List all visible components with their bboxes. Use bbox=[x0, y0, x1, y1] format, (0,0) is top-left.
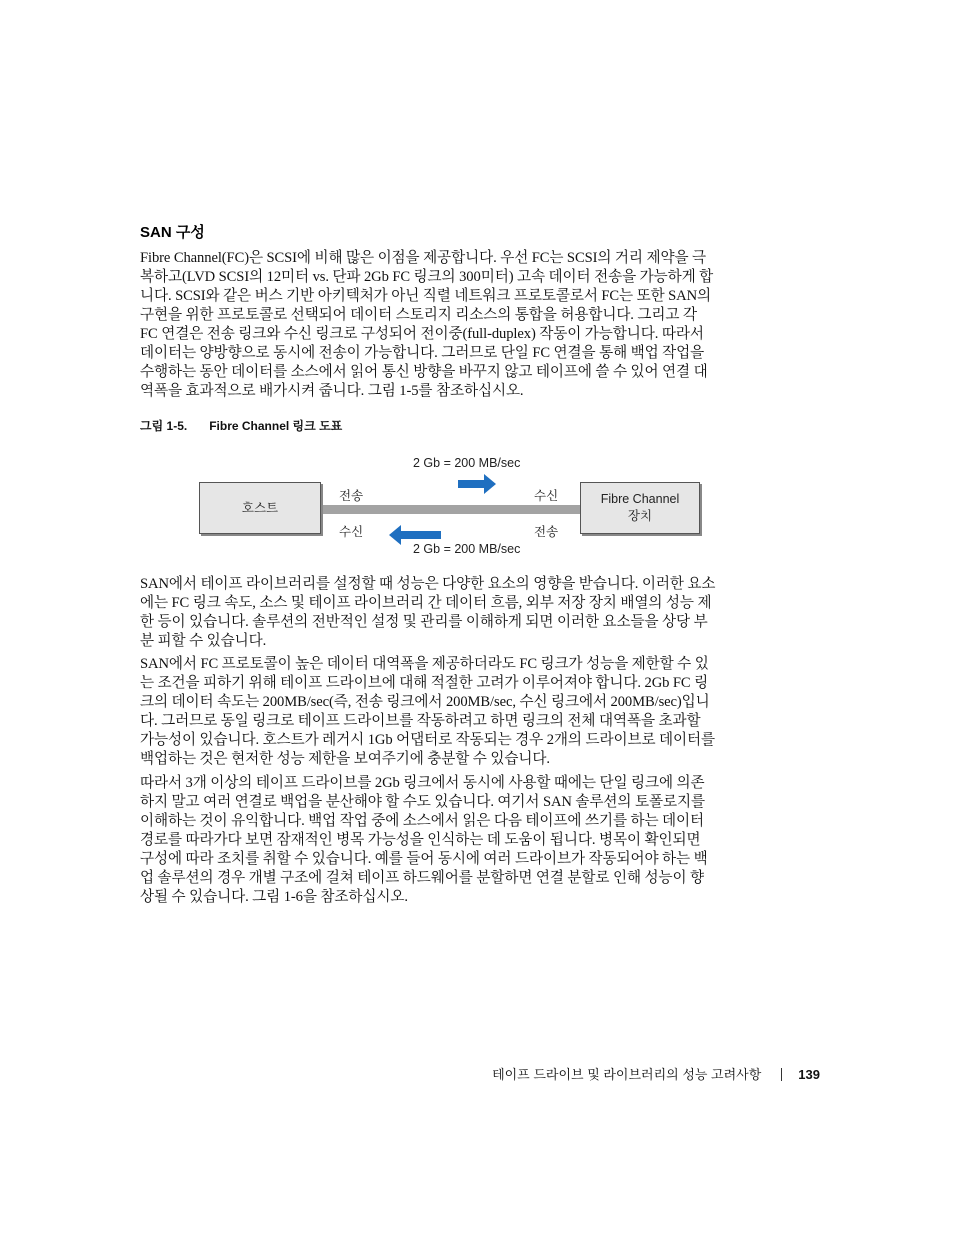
text-line: SAN에서 FC 프로토콜이 높은 데이터 대역폭을 제공하더라도 FC 링크가 성능을 제한할 수 있 bbox=[140, 656, 709, 672]
figure-number: 그림 1-5. bbox=[140, 419, 188, 433]
paragraph-multiple-drives bbox=[140, 774, 758, 907]
footer-chapter-title: 테이프 드라이브 및 라이브러리의 성능 고려사항 bbox=[492, 1067, 762, 1082]
paragraph-fibre-channel-intro bbox=[140, 249, 758, 401]
host-box bbox=[199, 482, 321, 534]
text-line: Fibre Channel(FC)은 SCSI에 비해 많은 이점을 제공합니다. 우선 FC는 SCSI의 거리 제약을 극 bbox=[140, 250, 706, 266]
text-line: 업 솔루션의 경우 개별 구조에 걸쳐 테이프 하드웨어를 분할하면 연결 분할로 인해 성능이 향 bbox=[140, 870, 705, 886]
text-line: 복하고(LVD SCSI의 12미터 vs. 단파 2Gb FC 링크의 300미터) 고속 데이터 전송을 가능하게 합 bbox=[140, 269, 714, 285]
figure-title: Fibre Channel 링크 도표 bbox=[209, 419, 343, 433]
transmit-rate-label: 2 Gb = 200 MB/sec bbox=[413, 456, 521, 470]
text-line: SAN에서 테이프 라이브러리를 설정할 때 성능은 다양한 요소의 영향을 받습니다. 이러한 요소 bbox=[140, 576, 716, 592]
text-line: 한 등이 있습니다. 솔루션의 전반적인 설정 및 관리를 이해하게 되면 이러한 요소들을 상당 부 bbox=[140, 614, 708, 630]
text-line: 하지 말고 여러 연결로 백업을 분산해야 할 수도 있습니다. 여기서 SAN 솔루션의 토폴로지를 bbox=[140, 794, 705, 810]
right-arrow-icon bbox=[458, 474, 496, 494]
page-footer bbox=[492, 1064, 820, 1083]
text-line: 구성에 따라 조치를 취할 수 있습니다. 예를 들어 동시에 여러 드라이브가 작동되어야 하는 백 bbox=[140, 851, 708, 867]
text-line: 따라서 3개 이상의 테이프 드라이브를 2Gb 링크에서 동시에 사용할 때에는 단일 링크에 의존 bbox=[140, 775, 705, 791]
text-line: 상될 수 있습니다. 그림 1-6을 참조하십시오. bbox=[140, 889, 408, 905]
link-line bbox=[323, 505, 580, 514]
device-receive-label: 수신 bbox=[534, 489, 559, 503]
text-line: 데이터는 양방향으로 동시에 전송이 가능합니다. 그러므로 단일 FC 연결을 통해 백업 작업을 bbox=[140, 345, 705, 361]
host-transmit-label: 전송 bbox=[339, 489, 364, 503]
host-label: 호스트 bbox=[241, 500, 279, 515]
receive-rate-label: 2 Gb = 200 MB/sec bbox=[413, 542, 521, 556]
text-line: 역폭을 효과적으로 배가시켜 줍니다. 그림 1-5를 참조하십시오. bbox=[140, 383, 524, 399]
text-line: 백업하는 것은 현저한 성능 제한을 보여주기에 충분할 수 있습니다. bbox=[140, 751, 550, 767]
fibre-channel-link-diagram bbox=[196, 452, 706, 560]
text-line: 는 조건을 피하기 위해 테이프 드라이브에 대해 적절한 고려가 이루어져야 합니다. 2Gb FC 링 bbox=[140, 675, 709, 691]
figure-caption bbox=[140, 417, 342, 434]
text-line: 구현을 위한 프로토콜로 선택되어 데이터 스토리지 리소스의 통합을 허용합니다. 그리고 각 bbox=[140, 307, 697, 323]
text-line: 크의 데이터 속도는 200MB/sec(즉, 전송 링크에서 200MB/sec, 수신 링크에서 200MB/sec)입니 bbox=[140, 694, 710, 710]
page-number: 139 bbox=[798, 1067, 820, 1082]
device-label-line1: Fibre Channel bbox=[600, 492, 680, 506]
host-receive-label: 수신 bbox=[339, 525, 364, 539]
text-line: 이해하는 것이 유익합니다. 백업 작업 중에 소스에서 읽은 다음 테이프에 쓰기를 하는 데이터 bbox=[140, 813, 705, 829]
text-line: 분 피할 수 있습니다. bbox=[140, 633, 267, 649]
text-line: 니다. SCSI와 같은 버스 기반 아키텍처가 아닌 직렬 네트워크 프로토콜로서 FC는 또한 SAN의 bbox=[140, 288, 712, 304]
left-arrow-icon bbox=[389, 525, 441, 545]
text-line: 다. 그러므로 동일 링크로 테이프 드라이브를 작동하려고 하면 링크의 전체 대역폭을 초과할 bbox=[140, 713, 701, 729]
footer-separator bbox=[781, 1068, 782, 1081]
paragraph-fc-bandwidth bbox=[140, 655, 758, 769]
fibre-channel-device-box bbox=[580, 482, 700, 534]
device-transmit-label: 전송 bbox=[534, 525, 559, 539]
text-line: 가능성이 있습니다. 호스트가 레거시 1Gb 어댑터로 작동되는 경우 2개의 드라이브로 데이터를 bbox=[140, 732, 715, 748]
section-heading: SAN 구성 bbox=[140, 224, 205, 241]
device-label-line2: 장치 bbox=[627, 509, 653, 523]
text-line: 경로를 따라가다 보면 잠재적인 병목 가능성을 인식하는 데 도움이 됩니다. 병목이 확인되면 bbox=[140, 832, 701, 848]
text-line: 에는 FC 링크 속도, 소스 및 테이프 라이브러리 간 데이터 흐름, 외부 저장 장치 배열의 성능 제 bbox=[140, 595, 712, 611]
paragraph-library-performance bbox=[140, 575, 758, 651]
text-line: 수행하는 동안 데이터를 소스에서 읽어 통신 방향을 바꾸지 않고 테이프에 쓸 수 있어 연결 대 bbox=[140, 364, 708, 380]
text-line: FC 연결은 전송 링크와 수신 링크로 구성되어 전이중(full-duplex) 작동이 가능합니다. 따라서 bbox=[140, 326, 704, 342]
